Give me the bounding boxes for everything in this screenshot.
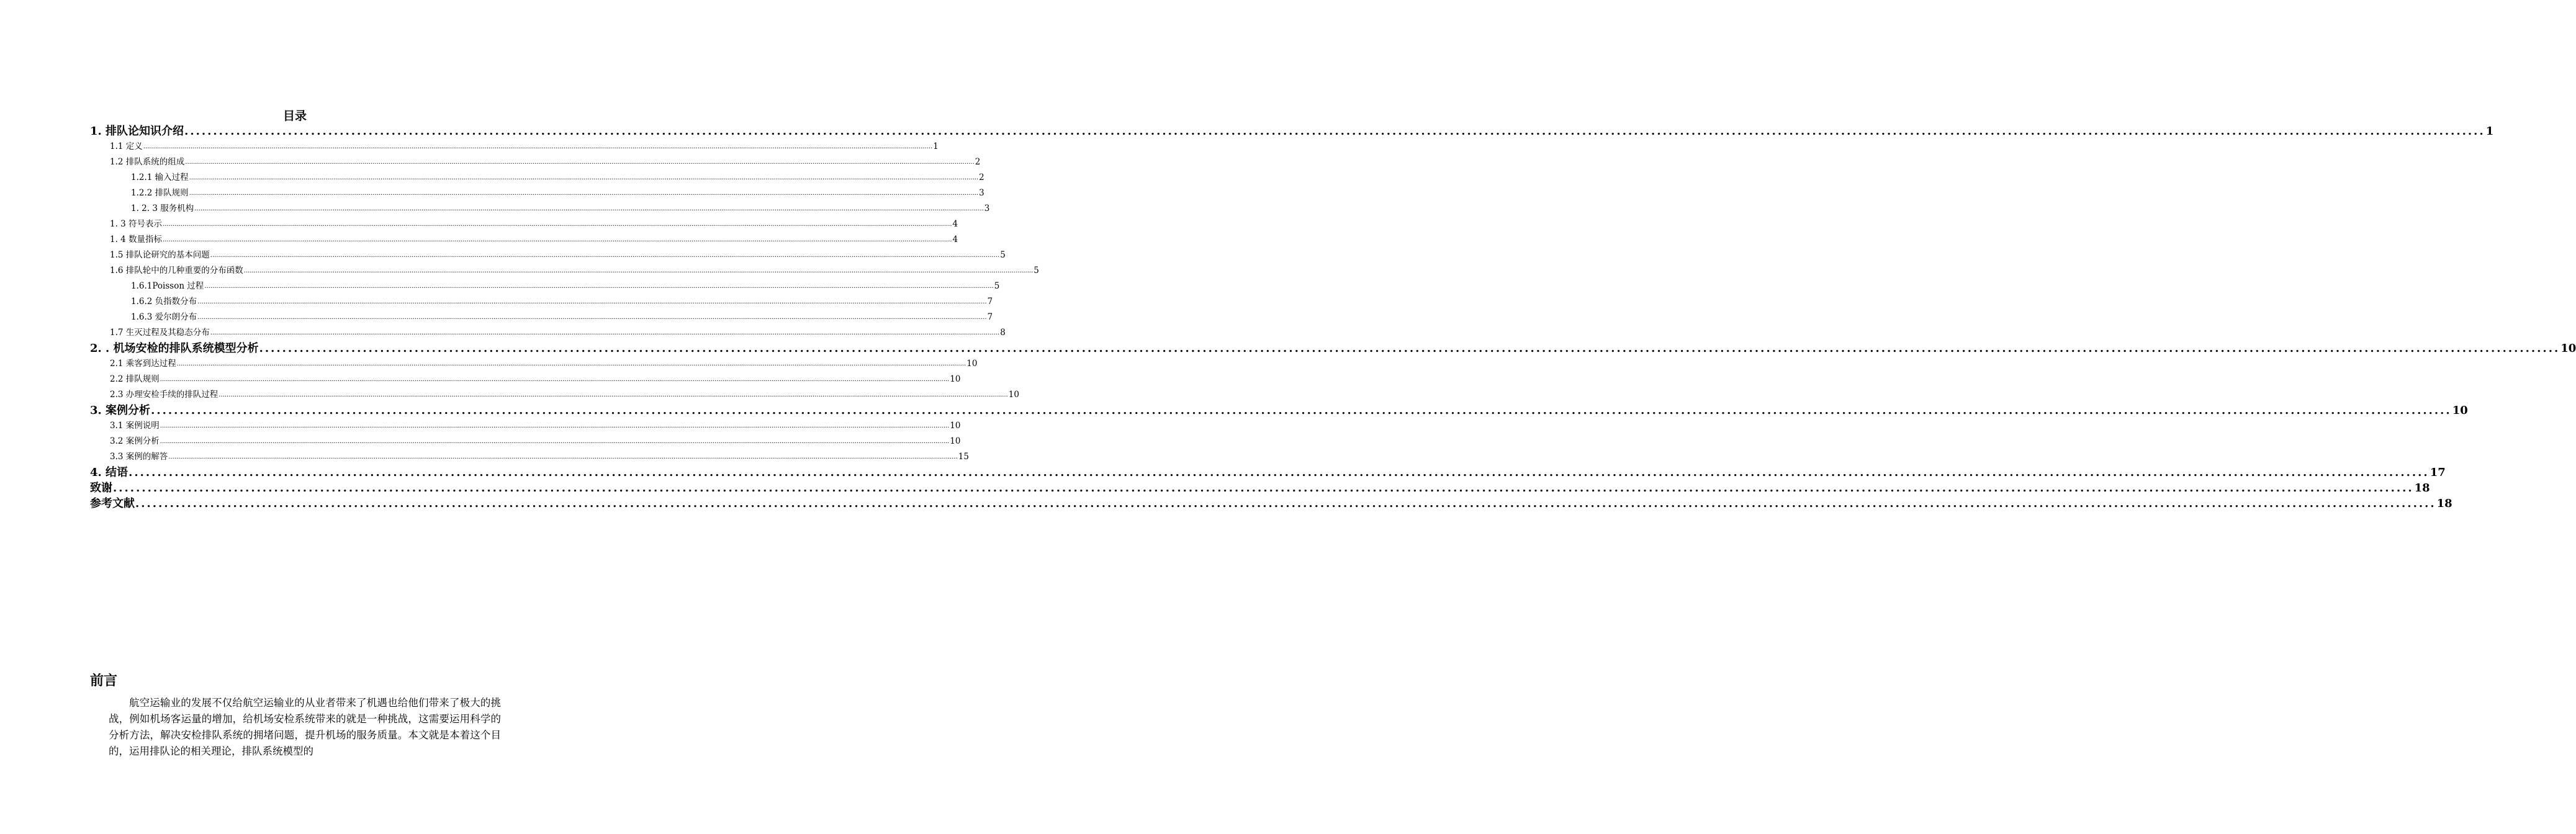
- toc-entry-label: 1.2.1 输入过程: [131, 173, 189, 182]
- toc-entry-label: 1. 3 符号表示: [110, 219, 163, 229]
- toc-leader-dots: ................................................................................................................................................................................................................................................................................................................................................................................................................: [189, 190, 979, 197]
- toc-entry[interactable]: [110, 387, 1019, 403]
- toc-page-number: 2: [975, 157, 981, 167]
- toc-leader-dots: ................................................................................................................................................................................................................................................................................................................................................................................................................: [176, 361, 966, 367]
- toc-page-number: 10: [966, 359, 978, 369]
- toc-entry-label: 2.2 排队规则: [110, 374, 160, 384]
- toc-page-number: 5: [1034, 266, 1039, 276]
- toc-leader-dots: ................................................................................................................................................................................................................................................................................................................................................................................................................: [204, 283, 994, 290]
- toc-leader-dots: ................................................................................................................................................................................................................................................................................................................................................................................................................: [163, 221, 952, 228]
- preface-title: 前言: [90, 673, 118, 689]
- toc-entry-label: 1.1 定义: [110, 141, 143, 151]
- toc-entry-label: 2. . 机场安检的排队系统模型分析: [90, 342, 259, 355]
- toc-leader-dots: ................................................................................................................................................................................................................................................................................................................................................................................................................: [243, 267, 1034, 274]
- toc-entry-label: 2.1 乘客到达过程: [110, 359, 176, 369]
- preface-paragraph: 航空运输业的发展不仅给航空运输业的从业者带来了机遇也给他们带来了极大的挑战，例如机场客运量的增加，给机场安检系统带来的就是一种挑战，这需要运用科学的分析方法，解决安检排队系统的拥堵问题，提升机场的服务质量。本文就是本着这个目的，运用排队论的相关理论，排队系统模型的: [109, 697, 501, 757]
- toc-entry[interactable]: [110, 418, 961, 434]
- toc-entry-label: 3.1 案例说明: [110, 421, 160, 431]
- toc-leader-dots: ................................................................................................................................................................................................................................................................................................................................................................................................................: [113, 482, 2414, 495]
- toc-entry[interactable]: [110, 434, 961, 449]
- toc-entry[interactable]: [90, 403, 2468, 418]
- toc-entry-label: 1. 2. 3 服务机构: [131, 204, 194, 213]
- toc-leader-dots: ................................................................................................................................................................................................................................................................................................................................................................................................................: [168, 454, 958, 460]
- toc-entry[interactable]: [131, 186, 984, 201]
- toc-entry[interactable]: [110, 263, 1039, 279]
- toc-entry[interactable]: [110, 372, 961, 387]
- toc-page-number: 1: [2485, 125, 2494, 138]
- toc-entry[interactable]: [110, 449, 969, 465]
- toc-entry[interactable]: [110, 248, 1006, 263]
- toc-entry-label: 1.6.2 负指数分布: [131, 297, 197, 307]
- toc-page-number: 10: [2452, 404, 2468, 417]
- toc-entry[interactable]: [131, 170, 984, 186]
- toc-entry-label: 1.5 排队论研究的基本问题: [110, 250, 210, 260]
- toc-entry[interactable]: [90, 123, 2494, 139]
- toc-leader-dots: ................................................................................................................................................................................................................................................................................................................................................................................................................: [218, 392, 1008, 398]
- toc-page-number: 8: [1000, 328, 1006, 338]
- toc-leader-dots: ................................................................................................................................................................................................................................................................................................................................................................................................................: [160, 423, 950, 429]
- toc-leader-dots: ................................................................................................................................................................................................................................................................................................................................................................................................................: [194, 205, 984, 212]
- toc-page-number: 10: [950, 421, 961, 431]
- toc-page-number: 4: [952, 235, 958, 244]
- toc-entry[interactable]: [131, 279, 1000, 294]
- toc-entry-label: 1.6 排队轮中的几种重要的分布函数: [110, 266, 243, 276]
- toc-entry[interactable]: [131, 201, 990, 217]
- toc-leader-dots: ................................................................................................................................................................................................................................................................................................................................................................................................................: [160, 438, 950, 445]
- toc-page-number: 3: [979, 188, 984, 198]
- toc-entry-label: 3.2 案例分析: [110, 436, 160, 446]
- toc-leader-dots: ................................................................................................................................................................................................................................................................................................................................................................................................................: [259, 342, 2560, 355]
- toc-entry[interactable]: [90, 341, 2576, 356]
- toc-page-number: 15: [958, 452, 969, 462]
- toc-page-number: 18: [2436, 497, 2452, 510]
- toc-entry-label: 3.3 案例的解答: [110, 452, 168, 462]
- toc-entry-label: 参考文献: [90, 497, 135, 510]
- toc-page-number: 5: [1000, 250, 1006, 260]
- toc-page-number: 10: [950, 436, 961, 446]
- toc-entry-label: 1.7 生灭过程及其稳态分布: [110, 328, 210, 338]
- toc-entry[interactable]: [131, 294, 993, 310]
- toc-page-number: 7: [987, 312, 993, 322]
- toc-leader-dots: ................................................................................................................................................................................................................................................................................................................................................................................................................: [185, 159, 975, 166]
- toc-entry-label: 1.6.3 爱尔朗分布: [131, 312, 197, 322]
- toc-entry[interactable]: [110, 356, 978, 372]
- toc-page-number: 17: [2430, 466, 2446, 479]
- toc-leader-dots: ................................................................................................................................................................................................................................................................................................................................................................................................................: [135, 497, 2436, 510]
- toc-page-number: 3: [984, 204, 990, 213]
- toc-page-number: 2: [979, 173, 984, 182]
- toc-entry-label: 1.2 排队系统的组成: [110, 157, 185, 167]
- toc-entry[interactable]: [110, 139, 939, 155]
- toc-leader-dots: ................................................................................................................................................................................................................................................................................................................................................................................................................: [151, 404, 2452, 417]
- toc-entry[interactable]: [90, 465, 2446, 480]
- toc-leader-dots: ................................................................................................................................................................................................................................................................................................................................................................................................................: [160, 376, 950, 383]
- toc-entry-label: 1. 4 数量指标: [110, 235, 163, 244]
- toc-page-number: 18: [2414, 482, 2430, 495]
- toc-page-number: 10: [1008, 390, 1019, 400]
- toc-page-number: 1: [933, 141, 939, 151]
- toc-entry[interactable]: [131, 310, 993, 325]
- toc-entry[interactable]: [90, 480, 2430, 496]
- toc-leader-dots: ................................................................................................................................................................................................................................................................................................................................................................................................................: [210, 330, 1000, 336]
- toc-entry-label: 2.3 办理安检手续的排队过程: [110, 390, 218, 400]
- toc-entry[interactable]: [110, 155, 981, 170]
- toc-page-number: 10: [950, 374, 961, 384]
- toc-leader-dots: ................................................................................................................................................................................................................................................................................................................................................................................................................: [128, 466, 2430, 479]
- toc-entry-label: 1.6.1Poisson 过程: [131, 281, 204, 291]
- toc-leader-dots: ................................................................................................................................................................................................................................................................................................................................................................................................................: [189, 174, 979, 181]
- toc-entry[interactable]: [110, 217, 958, 232]
- toc-leader-dots: ................................................................................................................................................................................................................................................................................................................................................................................................................: [184, 125, 2485, 138]
- toc-leader-dots: ................................................................................................................................................................................................................................................................................................................................................................................................................: [197, 298, 987, 305]
- toc-entry-label: 1. 排队论知识介绍: [90, 125, 184, 138]
- toc-page-number: 7: [987, 297, 993, 307]
- toc-page-number: 4: [952, 219, 958, 229]
- toc-page-number: 10: [2560, 342, 2576, 355]
- toc-page-number: 5: [994, 281, 1000, 291]
- toc-entry-label: 4. 结语: [90, 466, 128, 479]
- toc-entry-label: 致谢: [90, 482, 112, 495]
- toc-leader-dots: ................................................................................................................................................................................................................................................................................................................................................................................................................: [143, 143, 933, 150]
- toc-leader-dots: ................................................................................................................................................................................................................................................................................................................................................................................................................: [197, 314, 987, 321]
- toc-entry[interactable]: [90, 496, 2452, 511]
- toc-entry[interactable]: [110, 325, 1006, 341]
- toc-leader-dots: ................................................................................................................................................................................................................................................................................................................................................................................................................: [163, 236, 952, 243]
- toc-entry-label: 1.2.2 排队规则: [131, 188, 189, 198]
- toc-title: 目录: [282, 109, 307, 123]
- toc-entry[interactable]: [110, 232, 958, 248]
- toc-leader-dots: ................................................................................................................................................................................................................................................................................................................................................................................................................: [210, 252, 1000, 259]
- toc-entry-label: 3. 案例分析: [90, 404, 151, 417]
